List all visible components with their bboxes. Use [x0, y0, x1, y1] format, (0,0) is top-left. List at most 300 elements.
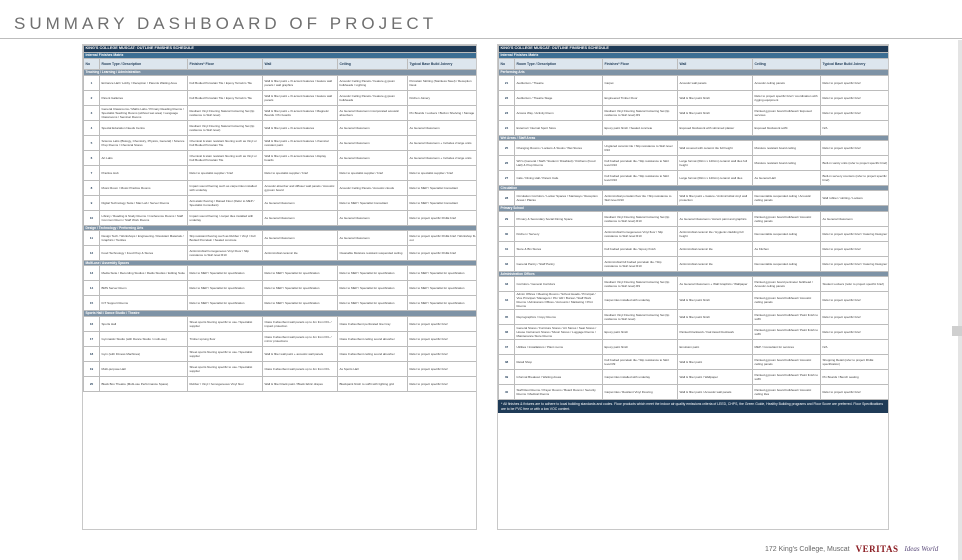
cell-ceiling: Class 0 absorbent ceiling sound absorber	[338, 346, 408, 361]
cell-floor: Sheet sports flooring specific to use / Specialist supplier	[188, 316, 263, 331]
cell-no: 1	[84, 75, 100, 90]
cell-no: 33	[499, 276, 515, 291]
column-header-floor: Finishes* Floor	[188, 59, 263, 70]
cell-wall: Wall & fiber wall paint + acoustic wall panels	[263, 346, 338, 361]
cell-floor: Carpet tiles installed with underlay	[603, 369, 678, 384]
cell-floor: Full bodied porcelain tile / Slip resistance to Skirt level R9	[603, 354, 678, 369]
cell-floor: Carpet tiles installed with underlay	[603, 291, 678, 309]
cell-no: 13	[84, 266, 100, 281]
column-header-wall: Wall	[678, 59, 753, 70]
cell-room: Library / Reading & Study Rooms / Conference Rooms / Staff Common Room / Staff Work Rooms	[100, 210, 188, 225]
column-header-row	[84, 59, 478, 70]
cell-base: As General Classroom + Includes 2 large units	[408, 135, 478, 150]
cell-no: 19	[84, 361, 100, 376]
table-row	[84, 296, 478, 311]
cell-floor: Slip resistant flooring such as Rubber / Vinyl / Full Bodied Porcelain / Sealed concrete	[188, 231, 263, 246]
cell-floor: Refer to specialist supplier / brief	[188, 165, 263, 180]
table-row	[499, 171, 890, 186]
cell-wall: Wall & fiber paint / Acoustic wall panels	[678, 384, 753, 399]
cell-ceiling: Painted gypsum board bulkhead / Exposed services	[753, 105, 821, 120]
cell-room: Entrance Hall / Lobby / Reception / Parents Waiting Area	[100, 75, 188, 90]
cell-base: Refer to project specific brief	[821, 141, 890, 156]
cell-wall: Refer to MEP / Specialist for specification	[263, 296, 338, 311]
table-row	[499, 120, 890, 135]
cell-room: General Classrooms / Maths Labs / Primary Reading Rooms / Specialist Teaching Rooms (without wet area) / Language Classrooms / Seminar Rooms	[100, 105, 188, 120]
cell-no: 2	[84, 90, 100, 105]
column-header-no: No	[499, 59, 515, 70]
cell-base: Pin Boards / Lockers / Built-in Shelving / Storage	[408, 105, 478, 120]
cell-room: Food Technology / Food Prep & Stores	[100, 246, 188, 261]
cell-room: ICT Support Rooms	[100, 296, 188, 311]
cell-floor: Chemical & stain resistant flooring such as Vinyl or Full Bodied Porcelain Tile	[188, 135, 263, 150]
table-row	[499, 354, 890, 369]
cell-base: Refer to project specific brief / Catering Designer	[821, 256, 890, 271]
cell-ceiling: Painted gypsum board bulkhead / Acoustic ceiling panels	[753, 211, 821, 226]
table-row	[84, 231, 478, 246]
cell-wall: Exposed blockwork with skimmed plaster	[678, 120, 753, 135]
table-row	[499, 384, 890, 399]
cell-ceiling: As General Classroom	[338, 231, 408, 246]
cell-base: Built-in vanity units (refer to project specific brief)	[821, 156, 890, 171]
cell-ceiling: As Sports Hall	[338, 361, 408, 376]
cell-base: Built-in servery counters (refer to project specific brief)	[821, 171, 890, 186]
page-edge	[958, 40, 962, 560]
column-header-ceiling: Ceiling	[338, 59, 408, 70]
cell-floor: Antimicrobial homogeneous Vinyl Floor / Slip resistance to Skirt level R10	[188, 246, 263, 261]
cell-wall: Class 0 absorbent wall panels up to 4m from FFL	[263, 361, 338, 376]
sheet-subtitle: Internal Finishes Matrix	[499, 53, 890, 59]
cell-wall: Antimicrobial ceramic tile / Hygienic cladding full height	[678, 226, 753, 241]
column-header-row	[499, 59, 890, 70]
column-header-room: Room Type / Description	[515, 59, 603, 70]
sheet-title: KING'S COLLEGE MUSCAT: OUTLINE FINISHES SCHEDULE	[499, 46, 890, 53]
cell-no: 18	[84, 346, 100, 361]
cell-floor: Chemical & stain resistant flooring such as Vinyl or Full Bodied Porcelain Tile	[188, 150, 263, 165]
table-row	[499, 75, 890, 90]
cell-ceiling: Refer to MEP / Specialist Consultant	[338, 195, 408, 210]
cell-no: 34	[499, 291, 515, 309]
cell-no: 6	[84, 150, 100, 165]
cell-no: 24	[499, 120, 515, 135]
cell-ceiling: MEP / Consultant for services	[753, 339, 821, 354]
cell-base: Refer to project specific brief	[821, 384, 890, 399]
table-row	[84, 165, 478, 180]
cell-base: Refer to project specific FF&E brief	[408, 210, 478, 225]
column-header-ceiling: Ceiling	[753, 59, 821, 70]
cell-room: Music Room / Music Practice Rooms	[100, 180, 188, 195]
table-row	[499, 226, 890, 241]
cell-room: Cafe / Dining Hall / Parent Cafe	[515, 171, 603, 186]
cell-wall: Refer to specialist supplier / brief	[263, 165, 338, 180]
cell-wall: As General Classroom + Wall Graphics / Wallpaper	[678, 276, 753, 291]
cell-room: Utilities / Installations / Plant rooms	[515, 339, 603, 354]
cell-wall: Wall & fiber paint finish	[678, 105, 753, 120]
cell-wall: Large format (60cm x 120cm) ceramic wall tiles full height	[678, 156, 753, 171]
table-row	[499, 309, 890, 324]
cell-ceiling: Refer to project specific brief / coordination with rigging equipment	[753, 90, 821, 105]
table-row	[84, 376, 478, 391]
column-header-base: Typical Base Build Joinery	[408, 59, 478, 70]
group-label: Primary School	[499, 206, 890, 211]
group-label: Design / Technology / Performing Arts	[84, 225, 478, 230]
cell-base: Refer to project specific brief	[821, 309, 890, 324]
cell-base: Refer to project specific FF&E brief / Workshop fit-out	[408, 231, 478, 246]
table-row	[84, 316, 478, 331]
cell-base: Refer to project specific FF&E brief	[408, 246, 478, 261]
cell-floor: Unglazed ceramic tile / Slip resistance to Skirt level R10	[603, 141, 678, 156]
cell-wall: Class 0 absorbent wall panels up to 4m from FFL / impact protection	[263, 316, 338, 331]
cell-wall: Wall & fiber paint finish	[678, 90, 753, 105]
cell-wall: Class 0 absorbent wall panels up to 4m from FFL / mirror protections	[263, 331, 338, 346]
cell-base: Refer to project specific brief	[408, 376, 478, 391]
table-row	[499, 105, 890, 120]
group-label: Teaching / Learning / Administration	[84, 70, 478, 75]
cell-ceiling: As General Classroom	[338, 120, 408, 135]
cell-floor: Full Bodied Porcelain Tile / Epoxy Terrazzo Tile	[188, 75, 263, 90]
cell-room: Primary & Secondary Social Dining Space	[515, 211, 603, 226]
cell-room: Practice Hub	[100, 165, 188, 180]
cell-room: Retail Shop	[515, 354, 603, 369]
cell-floor: Refer to MEP / Specialist for specification	[188, 296, 263, 311]
cell-wall: As General Classroom / Accent paint and graphics	[678, 211, 753, 226]
cell-base: Refer to MEP / Specialist Consultant	[408, 195, 478, 210]
cell-wall: Acoustic wall panels	[678, 75, 753, 90]
group-label: Sports Hall / Dance Studio / Theatre	[84, 311, 478, 316]
cell-floor: Refer to MEP / Specialist for specification	[188, 281, 263, 296]
group-label: Administration Offices	[499, 271, 890, 276]
cell-no: 7	[84, 165, 100, 180]
cell-no: 28	[499, 191, 515, 206]
cell-base: Refer to project specific brief	[408, 316, 478, 331]
page-title: SUMMARY DASHBOARD OF PROJECT	[14, 14, 438, 33]
cell-base: Refer to project specific brief	[408, 361, 478, 376]
cell-room: Store & Bin Stores	[515, 241, 603, 256]
cell-wall: Wall & fiber paint + fit accent features	[263, 120, 338, 135]
table-row	[84, 195, 478, 210]
cell-base: Kitchen Joinery	[408, 90, 478, 105]
cell-room: Auditorium / Theatre Stage	[515, 90, 603, 105]
cell-floor: Antimicrobial homogeneous Vinyl floor / Slip resistance to Skirt level R10	[603, 226, 678, 241]
group-label: Circulation	[499, 186, 890, 191]
group-label: Wet Areas / Staff Areas	[499, 135, 890, 140]
cell-room: Digital Technology Suite / Mac Lab / Server Rooms	[100, 195, 188, 210]
table-row	[84, 120, 478, 135]
cell-no: 17	[84, 331, 100, 346]
cell-room: WC's (General / Staff / Student / Disabled) / Kitchens (Food Hall) & Prep Rooms	[515, 156, 603, 171]
cell-wall: Wall & fiber paint finish	[678, 291, 753, 309]
cell-base: N/A	[821, 339, 890, 354]
cell-room: Science Labs (Biology, Chemistry, Physics, General) / Science Prep Rooms / Chemical Stores	[100, 135, 188, 150]
cell-floor: Rubber / Vinyl / homogeneous Vinyl floor	[188, 376, 263, 391]
cell-room: Sports Hall	[100, 316, 188, 331]
cell-base: Refer to project specific brief	[821, 105, 890, 120]
cell-room: Multi-purpose Hall	[100, 361, 188, 376]
cell-no: 25	[499, 141, 515, 156]
table-row	[499, 191, 890, 206]
cell-wall: As General Classroom	[263, 195, 338, 210]
cell-no: 30	[499, 226, 515, 241]
cell-floor: Engineered Timber Floor	[603, 90, 678, 105]
cell-ceiling: Painted gypsum board bulkhead / Acoustic ceiling panels	[753, 291, 821, 309]
cell-no: 32	[499, 256, 515, 271]
cell-no: 40	[499, 384, 515, 399]
cell-floor: Impact sound flooring / carpet tiles installed with underlay	[188, 210, 263, 225]
cell-floor: Anti-static flooring / Raised Floor (Refer to MEP / Specialist Consultant)	[188, 195, 263, 210]
cell-room: General Stores / Furniture Stores / Art Stores / Seat Stores / House Instrument Stores / Music Stores / Luggage Rooms / Maintenance Store Rooms	[515, 324, 603, 339]
cell-base: Wall rubber / skirting / Lockers	[821, 191, 890, 206]
cell-ceiling: Refer to MEP / Specialist for specification	[338, 296, 408, 311]
cell-base: Refer to project specific brief	[408, 331, 478, 346]
cell-wall: Wall covered with ceramic tile full height	[678, 141, 753, 156]
cell-room: General Pantry / Staff Pantry	[515, 256, 603, 271]
cell-no: 5	[84, 135, 100, 150]
cell-room: Informal Breakout / Waiting Areas	[515, 369, 603, 384]
cell-no: 36	[499, 324, 515, 339]
ideas-world-logo: Ideas World	[904, 545, 939, 553]
sheet-subtitle: Internal Finishes Matrix	[84, 53, 478, 59]
cell-room: Black Box Theatre (Multi-use Performance Space)	[100, 376, 188, 391]
cell-no: 23	[499, 105, 515, 120]
cell-room: Special Education Needs Centre	[100, 120, 188, 135]
cell-ceiling: Moisture resistant board ceiling	[753, 141, 821, 156]
cell-no: 10	[84, 210, 100, 225]
cell-room: Corridors / General Corridors	[515, 276, 603, 291]
cell-ceiling: Acoustic Ceiling Panels / Feature gypsum bulkheads	[338, 90, 408, 105]
table-row	[499, 141, 890, 156]
veritas-logo: VERITAS	[855, 544, 899, 554]
cell-base: Refer to project specific brief	[821, 324, 890, 339]
cell-wall: Wall & fiber paint finish	[678, 309, 753, 324]
sheet-title-row	[499, 46, 890, 53]
cell-room: Staff Rest Rooms / Prayer Rooms / Board Rooms / Security Rooms / Medical Rooms	[515, 384, 603, 399]
table-row	[499, 324, 890, 339]
cell-floor: Full bodied porcelain tile / Epoxy finish	[603, 241, 678, 256]
cell-no: 3	[84, 105, 100, 120]
table-row	[499, 256, 890, 271]
cell-room: Media Suite / Recording Studios / Radio Studios / Editing Suite	[100, 266, 188, 281]
cell-no: 38	[499, 354, 515, 369]
cell-wall: Wall & fiber paint + fit accent features / chemical resistant paint	[263, 135, 338, 150]
table-row	[499, 156, 890, 171]
cell-room: Art Labs	[100, 150, 188, 165]
cell-ceiling: Blackpaint finish to soffit with lighting grid	[338, 376, 408, 391]
table-row	[84, 180, 478, 195]
cell-floor: Sheet sports flooring specific to use / Specialist supplier	[188, 346, 263, 361]
cell-floor: Resilient Vinyl Flooring Natural Colouring Set (lip resilience to Skirt level) R10	[603, 211, 678, 226]
cell-wall: As General Classroom	[263, 210, 338, 225]
cell-floor: Sheet sports flooring specific to use / Specialist supplier	[188, 361, 263, 376]
cell-floor: Refer to MEP / Specialist for specification	[188, 266, 263, 281]
cell-ceiling: Acoustic Ceiling Panels / Acoustic clouds	[338, 180, 408, 195]
cell-no: 8	[84, 180, 100, 195]
cell-wall: Refer to MEP / Specialist for specification	[263, 281, 338, 296]
page-footer	[765, 544, 938, 554]
cell-room: Auditorium / Theatre	[515, 75, 603, 90]
group-label: Performing Arts	[499, 70, 890, 75]
footer-text: 172 King's College, Muscat	[765, 545, 850, 553]
table-row	[499, 276, 890, 291]
table-row	[499, 211, 890, 226]
cell-room: Circulation Corridors / Locker Spaces / Stairways / Reception Areas / Plazas	[515, 191, 603, 206]
cell-ceiling: Demountable suspended ceiling	[753, 256, 821, 271]
cell-no: 15	[84, 296, 100, 311]
table-row	[84, 75, 478, 90]
cell-room: Design Tech / Workshops / Engineering / Resistant Materials / Graphics / Textiles	[100, 231, 188, 246]
cell-base: Porcelain Skirting (Stainless Steel) / Reception Desk	[408, 75, 478, 90]
cell-base: Shopping Retail (refer to project FF&E specification)	[821, 354, 890, 369]
column-header-wall: Wall	[263, 59, 338, 70]
cell-no: 37	[499, 339, 515, 354]
cell-room: External / Internal Sport Store	[515, 120, 603, 135]
cell-ceiling: Painted gypsum board bulkhead / Acoustic ceiling panels	[753, 354, 821, 369]
cell-ceiling: Refer to MEP / Specialist for specification	[338, 281, 408, 296]
table-row	[84, 361, 478, 376]
cell-base: Refer to project specific brief	[821, 90, 890, 105]
cell-ceiling: Painted gypsum board perimeter bulkhead / Acoustic ceiling panels	[753, 276, 821, 291]
table-row	[84, 246, 478, 261]
cell-base: N/A	[821, 120, 890, 135]
cell-no: 4	[84, 120, 100, 135]
sheet-title-row	[84, 46, 478, 53]
cell-base: Refer to project specific brief / Catering Designer	[821, 226, 890, 241]
title-divider	[0, 38, 962, 39]
column-header-room: Room Type / Description	[100, 59, 188, 70]
cell-ceiling: Refer to MEP / Specialist for specification	[338, 266, 408, 281]
cell-wall: Emulsion paint	[678, 339, 753, 354]
table-row	[84, 346, 478, 361]
scroll-marker	[952, 326, 962, 336]
table-row	[84, 105, 478, 120]
cell-no: 22	[499, 90, 515, 105]
finishes-footnote: * All finishes & fixtures are to adhere to local building standards and codes. Floor products which meet the indoor air quality emissions criteria of LEED, CHPS, the Green Guide, Healthy Building programs and Floor Score are preferred. Floor Specifications are to be PVC free or with a low VOC content.	[498, 400, 888, 414]
cell-ceiling: Painted gypsum board bulkhead / Paint finish to soffit	[753, 369, 821, 384]
cell-no: 11	[84, 231, 100, 246]
cell-room: Parent Galleries	[100, 90, 188, 105]
cell-floor: Full bodied porcelain tile / Slip resistance to Skirt level R10	[603, 171, 678, 186]
cell-floor: Carpet	[603, 75, 678, 90]
table-row	[84, 135, 478, 150]
table-row	[84, 90, 478, 105]
cell-ceiling: As General Classroom	[338, 150, 408, 165]
cell-room: Admin Offices / Meeting Rooms / School Heads / Principal / Vice Principal / Managers / PA / HR / Bursar / Staff Work Rooms / Admissions Offices / Accounts / Marketing / Print Rooms	[515, 291, 603, 309]
cell-ceiling: Moisture resistant board ceiling	[753, 156, 821, 171]
cell-wall: Antimicrobial ceramic tile	[678, 256, 753, 271]
cell-room: Gym (with Fitness Machines)	[100, 346, 188, 361]
cell-ceiling: Demountable suspended ceiling	[753, 226, 821, 241]
cell-no: 26	[499, 156, 515, 171]
cell-ceiling: Demountable suspended ceiling / Acoustic ceiling panels	[753, 191, 821, 206]
cell-wall: Wall & fiber paint	[678, 354, 753, 369]
cell-floor: Full Bodied Porcelain Tile / Epoxy Terrazzo Tile	[188, 90, 263, 105]
cell-ceiling: Painted gypsum board bulkhead / Acoustic ceiling tiles	[753, 384, 821, 399]
cell-ceiling: Acoustic ceiling panels	[753, 75, 821, 90]
cell-base: Student Lockers (refer to project specific brief)	[821, 276, 890, 291]
finishes-table-left	[83, 45, 477, 392]
cell-ceiling: As General Classroom	[338, 135, 408, 150]
sheet-title: KING'S COLLEGE MUSCAT: OUTLINE FINISHES SCHEDULE	[84, 46, 478, 53]
cell-ceiling: Exposed blockwork soffit	[753, 120, 821, 135]
table-row	[499, 241, 890, 256]
cell-no: 27	[499, 171, 515, 186]
cell-base: Refer to project specific brief	[821, 75, 890, 90]
cell-no: 39	[499, 369, 515, 384]
table-row	[499, 90, 890, 105]
table-row	[84, 150, 478, 165]
cell-wall: Acoustic absorber and diffuser wall panels / Acoustic gypsum board	[263, 180, 338, 195]
cell-ceiling: As Kitchen	[753, 241, 821, 256]
column-header-base: Typical Base Build Joinery	[821, 59, 890, 70]
cell-no: 20	[84, 376, 100, 391]
cell-no: 9	[84, 195, 100, 210]
table-row	[499, 291, 890, 309]
table-row	[84, 331, 478, 346]
cell-no: 35	[499, 309, 515, 324]
cell-floor: Antimicrobial porcelain floor tile / Slip resistance to Skirt level R10	[603, 191, 678, 206]
cell-no: 12	[84, 246, 100, 261]
cell-wall: As General Classroom	[263, 231, 338, 246]
cell-room: Gymnastic Studio (with Dance Studio / multi-use)	[100, 331, 188, 346]
table-row	[84, 210, 478, 225]
finishes-table-right	[498, 45, 889, 400]
cell-no: 21	[499, 75, 515, 90]
cell-floor: Resilient Vinyl Flooring Natural Colouring Set (lip resilience to Skirt level)	[188, 105, 263, 120]
cell-wall: Large format (60cm x 120cm) ceramic wall tiles	[678, 171, 753, 186]
cell-base: As General Classroom	[821, 211, 890, 226]
cell-ceiling: As General Classroom	[338, 210, 408, 225]
cell-ceiling: Painted gypsum board bulkhead / Paint finish to soffit	[753, 309, 821, 324]
cell-no: 31	[499, 241, 515, 256]
cell-floor: Resilient Vinyl Flooring Natural Colouring Set (lip resilience to Skirt level)	[603, 309, 678, 324]
cell-wall: Wall & fiber black paint / Black fabric drapes	[263, 376, 338, 391]
cell-floor: Carpet tiles / Resilient Vinyl Flooring	[603, 384, 678, 399]
group-label: Multi-use / Assembly Spaces	[84, 261, 478, 266]
finishes-schedule-right	[497, 44, 889, 530]
cell-base: As General Classroom	[408, 120, 478, 135]
cell-floor: Epoxy paint finish	[603, 324, 678, 339]
cell-floor: Timber sprung floor	[188, 331, 263, 346]
cell-room: Kitchen / Servery	[515, 226, 603, 241]
cell-ceiling: Class 0 absorbent perforated liner tray	[338, 316, 408, 331]
cell-base: Refer to MEP / Specialist for specification	[408, 266, 478, 281]
cell-no: 14	[84, 281, 100, 296]
cell-base: Refer to MEP / Specialist Consultant	[408, 180, 478, 195]
cell-ceiling: As General Hall	[753, 171, 821, 186]
cell-ceiling: Painted gypsum board bulkhead / Paint finish to soffit	[753, 324, 821, 339]
cell-ceiling: Refer to specialist supplier / brief	[338, 165, 408, 180]
cell-wall: Wall & fiber paint + fit accent features / feature wall panels / wall graphics	[263, 75, 338, 90]
finishes-schedule-left	[82, 44, 477, 530]
cell-ceiling: Cleanable Moisture resistant suspended ceiling	[338, 246, 408, 261]
table-row	[84, 266, 478, 281]
cell-floor: Epoxy paint finish / Sealed concrete	[603, 120, 678, 135]
cell-room: Changing Rooms / Lockers & Stools / Wet Stores	[515, 141, 603, 156]
cell-base: Refer to specialist supplier / brief	[408, 165, 478, 180]
cell-base: Refer to project specific brief	[821, 241, 890, 256]
cell-wall: Refer to MEP / Specialist for specification	[263, 266, 338, 281]
cell-base: As General Classroom + Includes 2 large units	[408, 150, 478, 165]
cell-no: 16	[84, 316, 100, 331]
cell-base: Refer to project specific brief	[408, 346, 478, 361]
cell-base: Refer to MEP / Specialist for specification	[408, 281, 478, 296]
cell-no: 29	[499, 211, 515, 226]
cell-floor: Resilient Vinyl Flooring Natural Colouring Set (lip resilience to Skirt level)	[188, 120, 263, 135]
cell-floor: Impact sound flooring such as carpet tiles installed with underlay	[188, 180, 263, 195]
cell-room: Reprographics / Copy Rooms	[515, 309, 603, 324]
cell-floor: Resilient Vinyl Flooring Natural Colouring Set (lip resilience to Skirt level) R9	[603, 276, 678, 291]
cell-ceiling: Acoustic Ceiling Panels / Feature gypsum bulkheads / Lighting	[338, 75, 408, 90]
cell-floor: Full bodied porcelain tile / Slip resistance to Skirt level R10	[603, 156, 678, 171]
cell-base: Refer to MEP / Specialist for specification	[408, 296, 478, 311]
